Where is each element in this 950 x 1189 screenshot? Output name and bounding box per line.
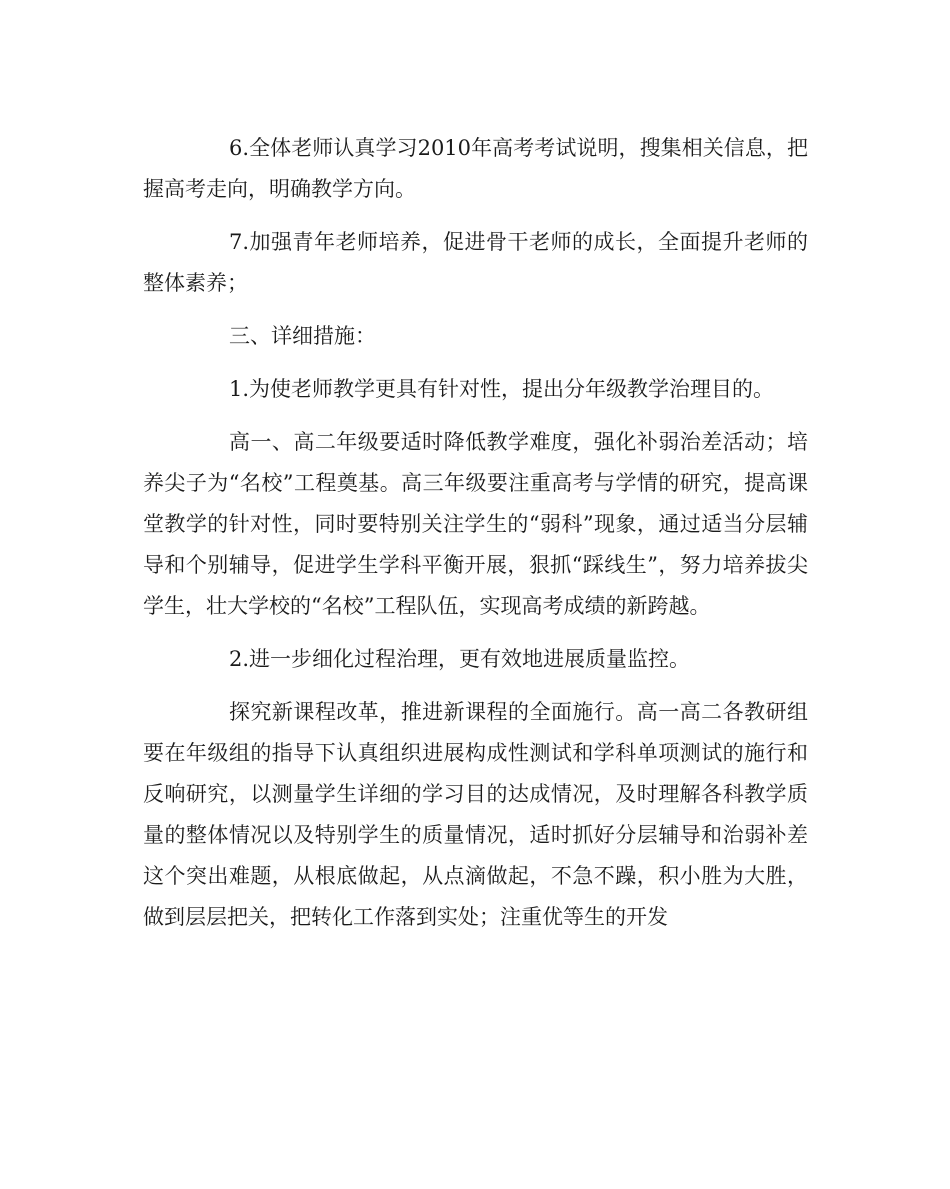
paragraph-grade-goals: 高一、高二年级要适时降低教学难度，强化补弱治差活动；培养尖子为“名校”工程奠基。高三年级要注重高考与学情的研究，提高课堂教学的针对性，同时要特别关注学生的“弱科”现象，通过适当分层辅导和个别辅导，促进学生学科平衡开展，狠抓“踩线生”，努力培养拔尖学生，壮大学校的“名校”工程队伍，实现高考成绩的新跨越。 <box>143 430 808 618</box>
paragraph-measure-1: 1.为使老师教学更具有针对性，提出分年级教学治理目的。 <box>229 377 775 401</box>
section-heading-measures: 三、详细措施： <box>229 324 376 348</box>
paragraph-item-7: 7.加强青年老师培养，促进骨干老师的成长，全面提升老师的整体素养； <box>143 230 808 295</box>
document-body <box>143 128 808 950</box>
paragraph-item-6: 6.全体老师认真学习2010年高考考试说明，搜集相关信息，把握高考走向，明确教学方向。 <box>143 136 808 201</box>
paragraph-curriculum-reform: 探究新课程改革，推进新课程的全面施行。高一高二各教研组要在年级组的指导下认真组织进展构成性测试和学科单项测试的施行和反响研究，以测量学生详细的学习目的达成情况，及时理解各科教学质量的整体情况以及特别学生的质量情况，适时抓好分层辅导和治弱补差这个突出难题，从根底做起，从点滴做起，不急不躁，积小胜为大胜，做到层层把关，把转化工作落到实处；注重优等生的开发 <box>143 700 808 929</box>
paragraph-measure-2: 2.进一步细化过程治理，更有效地进展质量监控。 <box>229 647 691 671</box>
